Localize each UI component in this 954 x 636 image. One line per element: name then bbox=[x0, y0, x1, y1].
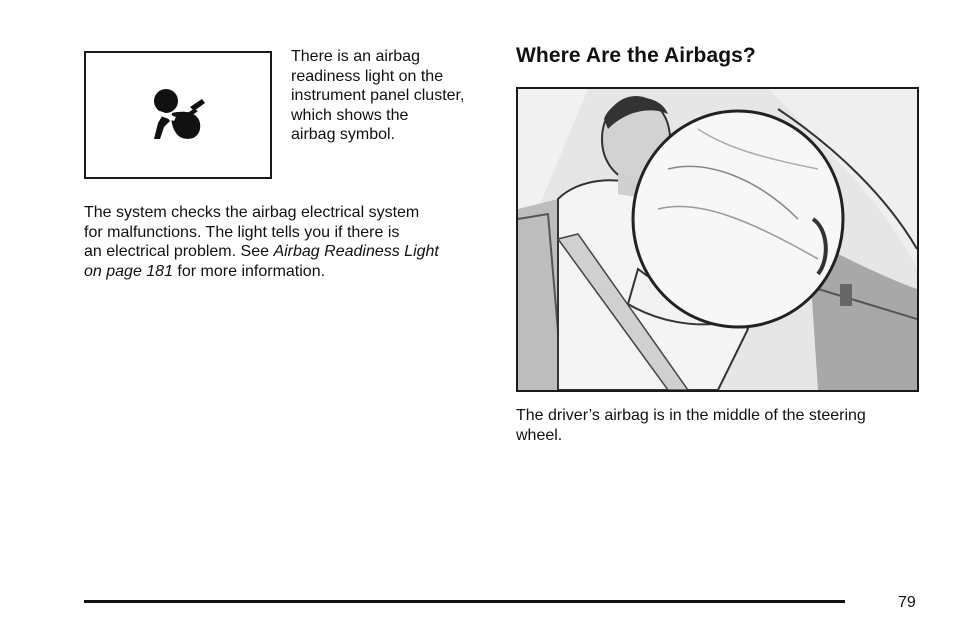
readiness-light-text bbox=[291, 47, 501, 145]
footer-rule bbox=[84, 600, 845, 603]
system-check-paragraph bbox=[84, 203, 494, 281]
cross-reference-link[interactable]: Airbag Readiness Light bbox=[273, 243, 439, 260]
paragraph-line: The system checks the airbag electrical system bbox=[84, 204, 420, 221]
driver-airbag-drawing bbox=[518, 89, 917, 390]
driver-airbag-illustration bbox=[516, 87, 919, 392]
illustration-caption bbox=[516, 406, 926, 445]
paragraph-line bbox=[84, 242, 494, 262]
airbag-symbol-box bbox=[84, 51, 272, 179]
readiness-line: airbag symbol. bbox=[291, 126, 396, 143]
paragraph-line bbox=[84, 262, 494, 282]
airbag-symbol-icon bbox=[150, 87, 210, 145]
cross-reference-page-link[interactable]: on page 181 bbox=[84, 262, 173, 280]
paragraph-text: an electrical problem. See bbox=[84, 243, 274, 260]
paragraph-text: for more information. bbox=[172, 262, 326, 280]
readiness-line: There is an airbag bbox=[291, 48, 420, 65]
caption-line: The driver’s airbag is in the middle of the steering bbox=[516, 407, 866, 424]
paragraph-line: for malfunctions. The light tells you if there is bbox=[84, 223, 400, 241]
readiness-line: which shows the bbox=[291, 106, 409, 124]
section-heading: Where Are the Airbags? bbox=[516, 44, 756, 67]
readiness-line: instrument panel cluster, bbox=[291, 87, 465, 104]
caption-line: wheel. bbox=[516, 426, 563, 444]
readiness-line: readiness light on the bbox=[291, 67, 444, 85]
page-number: 79 bbox=[898, 594, 916, 611]
